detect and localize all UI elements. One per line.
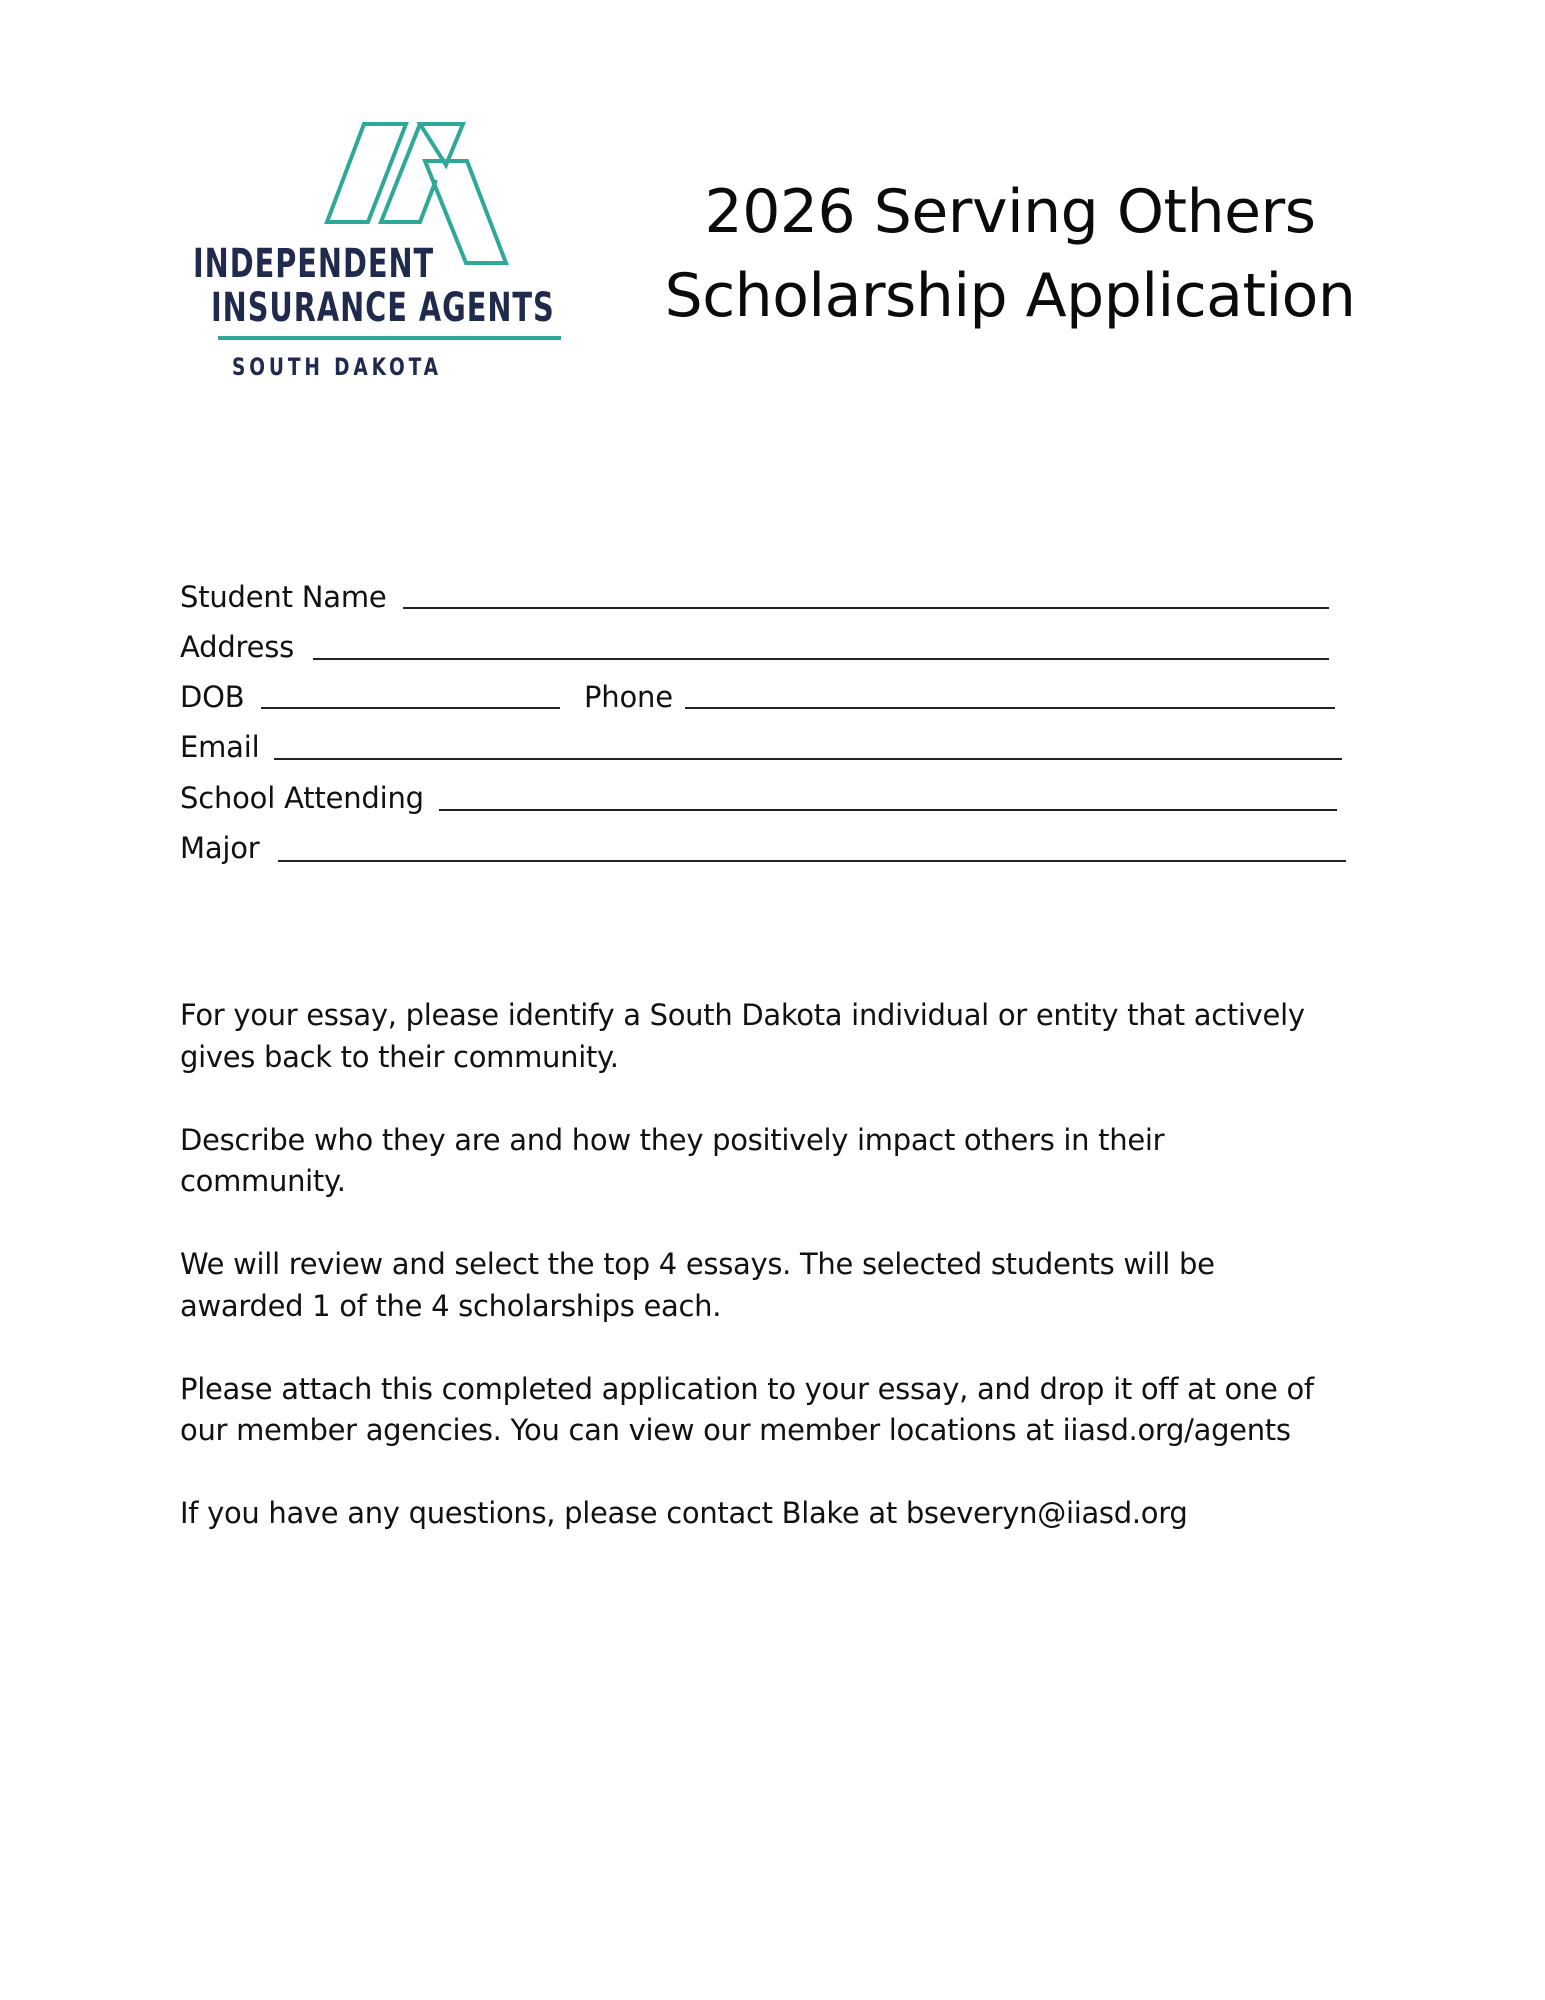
logo-text-south-dakota: SOUTH DAKOTA [232, 353, 442, 381]
student-name-field[interactable] [403, 607, 1329, 609]
address-field[interactable] [313, 658, 1329, 660]
title-line-1: 2026 Serving Others [704, 177, 1316, 247]
email-label: Email [180, 730, 260, 764]
instruction-submission [180, 1369, 1380, 1452]
instruction-line: For your essay, please identify a South Dakota individual or entity that actively [180, 998, 1305, 1032]
logo-divider [218, 336, 561, 340]
instruction-contact [180, 1493, 1380, 1535]
logo-mark-icon [0, 0, 600, 400]
page-title [620, 170, 1400, 338]
logo-bar-2-top [420, 124, 463, 165]
student-name-label: Student Name [180, 580, 387, 614]
instruction-describe [180, 1120, 1380, 1203]
iia-south-dakota-logo [0, 0, 600, 400]
instruction-line: our member agencies. You can view our member locations at iiasd.org/agents [180, 1413, 1291, 1447]
logo-bar-1 [327, 124, 406, 222]
dob-field[interactable] [261, 707, 560, 709]
instruction-line: Describe who they are and how they positively impact others in their [180, 1122, 1165, 1157]
school-attending-label: School Attending [180, 781, 424, 815]
instruction-line: community. [180, 1164, 346, 1198]
instructions [180, 995, 1380, 1576]
phone-label: Phone [584, 680, 673, 714]
major-label: Major [180, 831, 260, 865]
logo-text-independent: INDEPENDENT [193, 241, 435, 287]
instruction-line: Please attach this completed application to your essay, and drop it off at one of [180, 1371, 1314, 1406]
instruction-line: If you have any questions, please contact Blake at bseveryn@iiasd.org [180, 1496, 1188, 1530]
email-field[interactable] [274, 758, 1342, 760]
title-line-2: Scholarship Application [664, 261, 1356, 331]
school-attending-field[interactable] [439, 809, 1337, 811]
logo-text-insurance-agents: INSURANCE AGENTS [211, 285, 555, 331]
logo-bar-3 [425, 161, 506, 263]
dob-label: DOB [180, 680, 245, 714]
instruction-essay-topic [180, 995, 1380, 1078]
address-label: Address [180, 630, 295, 664]
instruction-line: awarded 1 of the 4 scholarships each. [180, 1288, 722, 1323]
instruction-line: gives back to their community. [180, 1039, 619, 1074]
instruction-line: We will review and select the top 4 essays. The selected students will be [180, 1247, 1215, 1281]
instruction-selection [180, 1244, 1380, 1327]
phone-field[interactable] [685, 707, 1335, 709]
major-field[interactable] [278, 860, 1346, 862]
